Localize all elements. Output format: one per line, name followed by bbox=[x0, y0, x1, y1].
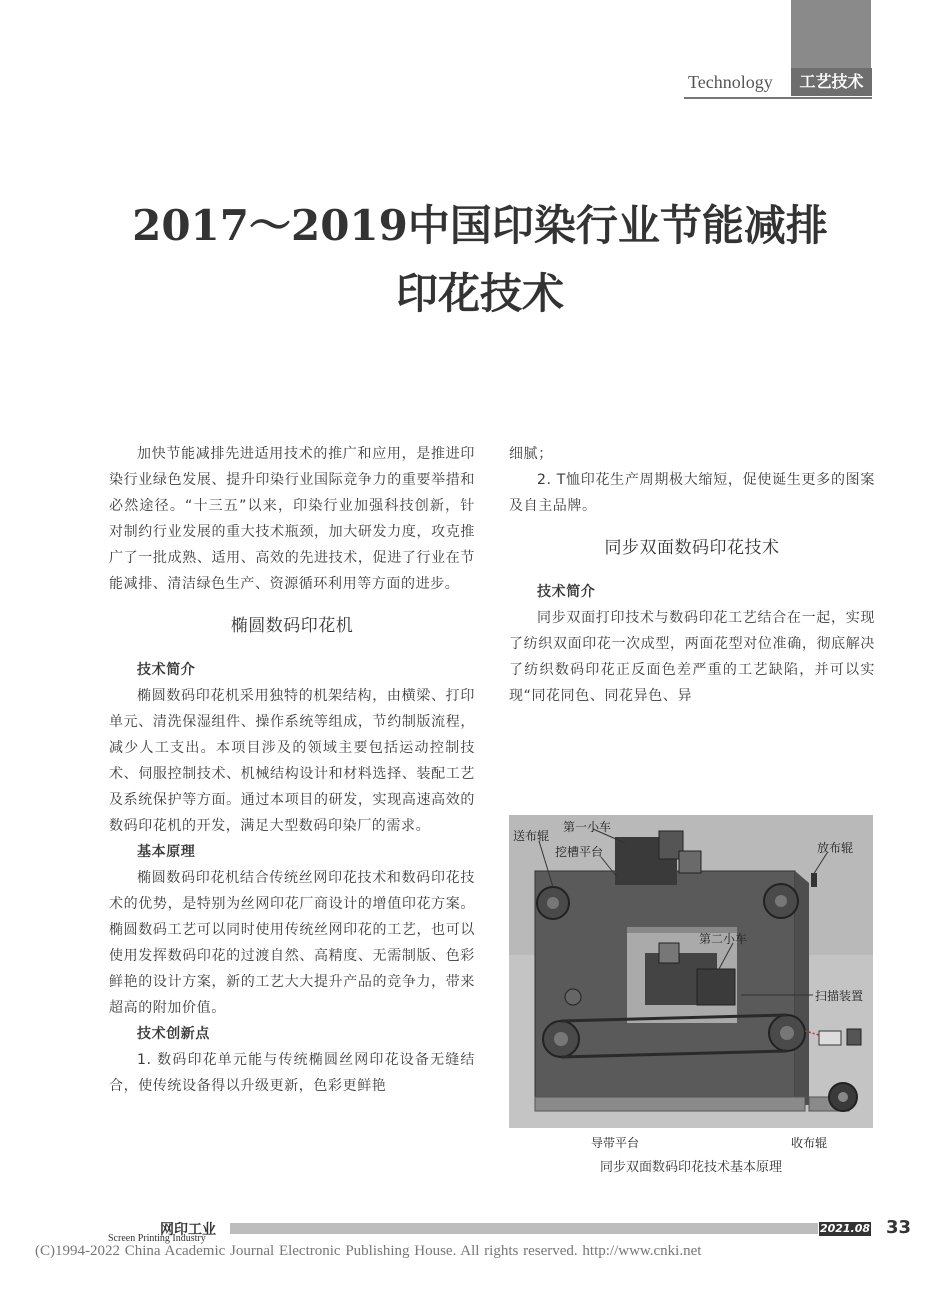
label-second-cart: 第二小车 bbox=[699, 932, 748, 946]
figure-caption: 同步双面数码印花技术基本原理 bbox=[599, 1160, 782, 1175]
label-unwind-roller: 放布辊 bbox=[817, 841, 854, 855]
label-scanner: 扫描装置 bbox=[815, 989, 864, 1003]
page-number: 33 bbox=[886, 1217, 912, 1238]
intro-paragraph: 加快节能减排先进适用技术的推广和应用，是推进印染行业绿色发展、提升印染行业国际竞争力的重要举措和必然途径。“十三五”以来，印染行业加强科技创新，针对制约行业发展的重大技术瓶颈，加大研发力度，攻克推广了一批成熟、适用、高效的先进技术，促进了行业在节能减排、清洁绿色生产、资源循环利用等方面的进步。 bbox=[109, 446, 475, 592]
footer-bar bbox=[230, 1223, 818, 1234]
machine-diagram-figure bbox=[509, 815, 873, 1128]
paragraph-intro: 椭圆数码印花机采用独特的机架结构，由横梁、打印单元、清洗保湿组件、操作系统等组成，节约制版流程，减少人工支出。本项目涉及的领域主要包括运动控制技术、伺服控制技术、机械结构设计和材料选择、装配工艺及系统保护等方面。通过本项目的研发，实现高速高效的数码印花机的开发，满足大型数码印染厂的需求。 bbox=[109, 688, 475, 834]
issue-date: 2021.08 bbox=[819, 1222, 871, 1235]
section-heading-elliptical: 椭圆数码印花机 bbox=[230, 616, 354, 636]
copyright-line: (C)1994-2022 China Academic Journal Electronic Publishing House. All rights reserved. http://www.cnki.net bbox=[35, 1243, 702, 1259]
label-groove-platform: 挖槽平台 bbox=[555, 845, 604, 859]
header-rule bbox=[684, 97, 872, 99]
journal-logo-en: Screen Printing Industry bbox=[108, 1233, 206, 1244]
section-label-cn: 工艺技术 bbox=[791, 68, 872, 96]
figure-bottom-labels bbox=[509, 1128, 873, 1158]
label-guide-platform: 导带平台 bbox=[591, 1136, 640, 1150]
section-label-en: Technology bbox=[688, 72, 773, 92]
title-line-2: 印花技术 bbox=[395, 269, 564, 318]
paragraph-intro-2: 同步双面打印技术与数码印花工艺结合在一起，实现了纺织双面印花一次成型，两面花型对位准确，彻底解决了纺织数码印花正反面色差严重的工艺缺陷，并可以实现“同花同色、同花异色、异 bbox=[509, 610, 875, 704]
right-column bbox=[509, 441, 875, 709]
left-column bbox=[109, 441, 475, 1099]
label-first-cart: 第一小车 bbox=[563, 820, 612, 834]
paragraph-point-2: 2. T恤印花生产周期极大缩短，促使诞生更多的图案及自主品牌。 bbox=[509, 472, 875, 514]
subheading-innovation: 技术创新点 bbox=[137, 1026, 210, 1042]
subheading-intro-2: 技术简介 bbox=[537, 584, 596, 600]
paragraph-principle: 椭圆数码印花机结合传统丝网印花技术和数码印花技术的优势，是特别为丝网印花厂商设计的增值印花方案。椭圆数码工艺可以同时使用传统丝网印花的工艺，也可以使用发挥数码印花的过渡自然、高精度、无需制版、色彩鲜艳的设计方案，新的工艺大大提升产品的竞争力，带来超高的附加价值。 bbox=[109, 870, 475, 1016]
header-tab-block bbox=[791, 0, 871, 70]
title-line-1: 2017～2019中国印染行业节能减排 bbox=[132, 201, 828, 250]
subheading-intro: 技术简介 bbox=[137, 662, 196, 678]
article-title bbox=[80, 192, 880, 328]
paragraph-innovation: 1. 数码印花单元能与传统椭圆丝网印花设备无缝结合，使传统设备得以升级更新，色彩更鲜艳 bbox=[109, 1052, 475, 1094]
subheading-principle: 基本原理 bbox=[137, 844, 196, 860]
label-feed-roller: 送布辊 bbox=[513, 829, 550, 843]
section-header bbox=[684, 68, 872, 96]
journal-logo-cn: 网印工业 bbox=[160, 1222, 216, 1238]
label-takeup-roller: 收布辊 bbox=[791, 1136, 828, 1150]
machine-diagram-drawing bbox=[509, 815, 873, 1128]
section-heading-double-sided: 同步双面数码印花技术 bbox=[604, 538, 780, 558]
paragraph-continued: 细腻； bbox=[509, 446, 553, 462]
